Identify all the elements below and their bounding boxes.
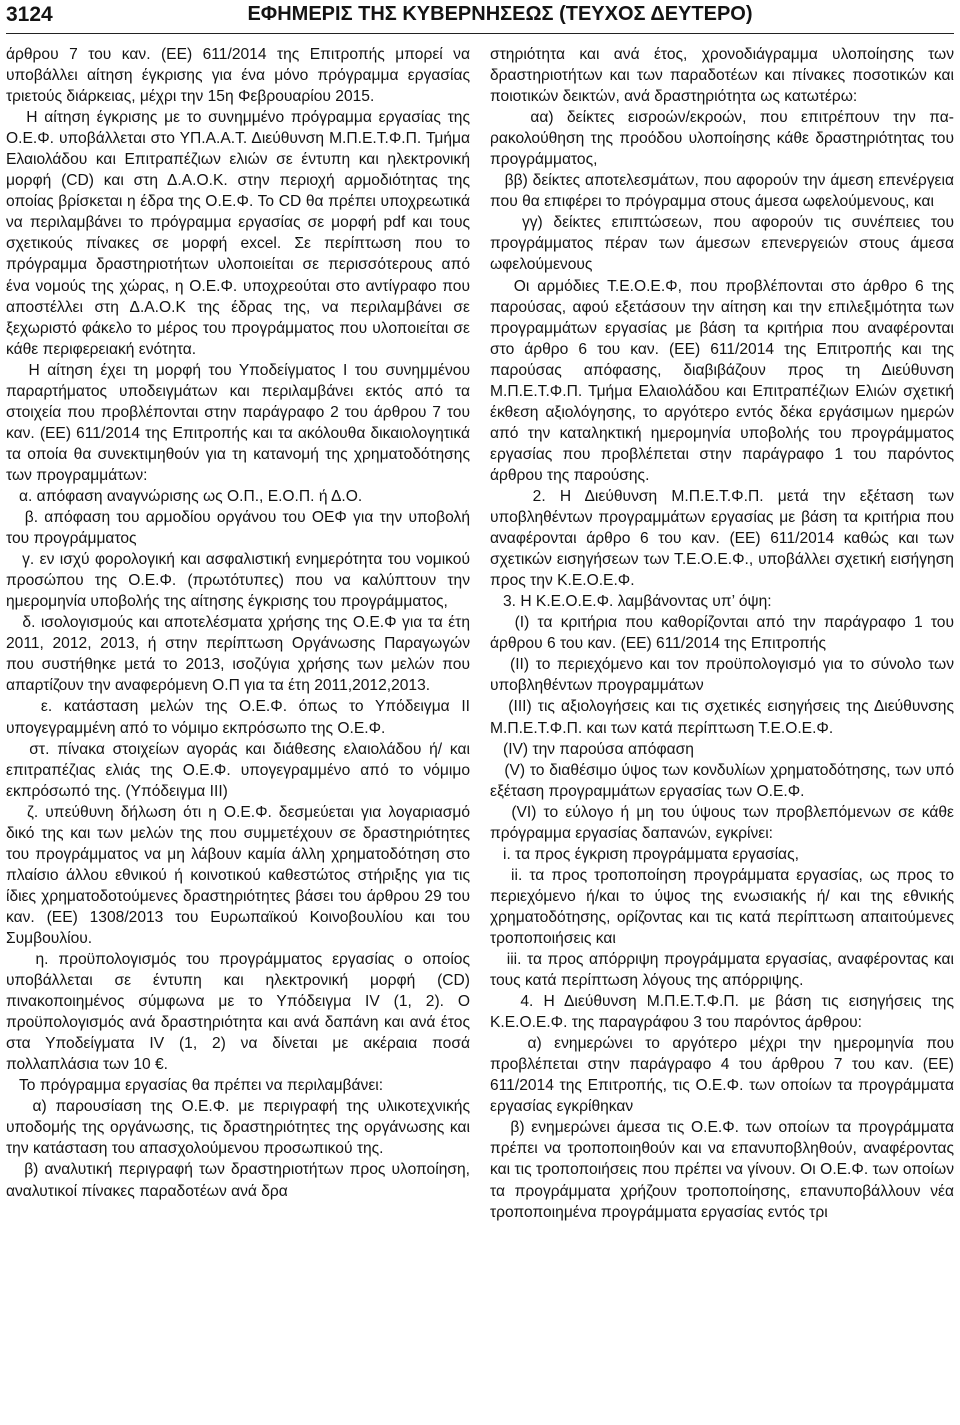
left-column [6, 44, 470, 1223]
list-item: (V) το διαθέσιμο ύψος των κονδυλίων χρηματοδότησης, των υπό εξέταση προγραμμάτων εργασίας των Ο.Ε.Φ. [490, 761, 954, 800]
paragraph: 4. Η Διεύθυνση Μ.Π.Ε.Τ.Φ.Π. με βάση τις εισηγήσεις της Κ.Ε.Ο.Ε.Φ. της παραγράφου 3 του παρόντος άρθρου: [490, 993, 954, 1032]
paragraph: στηριότητα και ανά έτος, χρονοδιάγραμμα υλοποίησης των δραστηριοτήτων και των παραδοτέων και πίνακες ποσοτικών και ποιοτικών δεικτών, ανά δραστηριότητα ως κατωτέρω: [490, 46, 954, 106]
paragraph: Οι αρμόδιες Τ.Ε.Ο.Ε.Φ, που προβλέπονται στο άρθρο 6 της παρούσας, αφού εξετάσουν την αίτηση και την επιλεξιμότητα των προγραμμάτων εργασίας με βάση τα κριτήρια που αναφέρονται στο άρθρο 6 του καν. (ΕΕ) 611/2014 της Επιτροπής και της παρούσας απόφασης, διαβιβάζουν προς τη Διεύθυνση Μ.Π.Ε.Τ.Φ.Π. Τμήμα Ελαιολάδου και Επιτραπέζιων Ελιών σχετική έκθεση αξιολόγησης, το αργότερο εντός δέκα εργάσιμων ημερών από την καταληκτική ημερομηνία υποβολής του προγράμματος εργασίας που προβλέπεται στην παράγραφο 1 του παρόντος άρθρου της παρούσης. [490, 277, 954, 484]
list-item: (VI) το εύλογο ή μη του ύψους των προβλεπόμενων σε κάθε πρόγραμμα εργασίας δαπανών, εγκρίνει: [490, 803, 954, 842]
list-item: (ΙΙ) το περιεχόμενο και τον προϋπολογισμό για το σύνολο των υποβληθέντων προγραμμάτων [490, 656, 954, 695]
list-item: β) ενημερώνει άμεσα τις Ο.Ε.Φ. των οποίων τα προγράμματα πρέπει να τροποποιηθούν και να επανυποβληθούν, αναφέροντας και τις τροποποιήσεις που πρέπει να γίνουν. Οι Ο.Ε.Φ. των οποίων τα προγράμματα χρήζουν τροποποίησης, επανυποβάλλουν νέα τροποποιημένα προγράμματα εργασίας εντός τρι [490, 1119, 954, 1221]
paragraph: 2. Η Διεύθυνση Μ.Π.Ε.Τ.Φ.Π. μετά την εξέταση των υποβληθέντων προγραμμάτων εργασίας με βάση τα κριτήρια που αναφέρονται άρθρο 6 του καν. (ΕΕ) 611/2014 καθώς και των σχετικών εισηγήσεων των Τ.Ε.Ο.Ε.Φ., υποβάλλει σχετική εισήγηση προς την Κ.Ε.Ο.Ε.Φ. [490, 487, 954, 590]
list-item: α. απόφαση αναγνώρισης ως Ο.Π., Ε.Ο.Π. ή Δ.Ο. [6, 487, 363, 505]
list-item: στ. πίνακα στοιχείων αγοράς και διάθεσης ελαιολάδου ή/ και επιτραπέζιας ελιάς της Ο.Ε.Φ. υπογεγραμμένο από το νόμιμο εκπρόσωπό της. (Υπόδειγμα ΙΙΙ) [6, 740, 470, 800]
list-item: η. προϋπολογισμός του προγράμματος εργασίας ο οποίος υποβάλλεται σε έντυπη και ηλεκτρονική μορφή (CD) πινακοποιημένος σύμφωνα με το Υπόδειγμα IV (1, 2). Ο προϋπολογισμός ανά δραστηριότητα και ανά δαπάνη και ανά έτος στα Υποδείγματα IV (1, 2) να δίνεται με ακέραια ποσά πολλαπλάσια των 10 €. [6, 951, 470, 1074]
list-item: i. τα προς έγκριση προγράμματα εργασίας, [490, 845, 799, 863]
paragraph: Το πρόγραμμα εργασίας θα πρέπει να περιλαμβάνει: [6, 1077, 384, 1095]
list-item: β) αναλυτική περιγραφή των δραστηριοτήτων προς υλοποίηση, αναλυτικοί πίνακες παραδοτέων ανά δρα [6, 1161, 470, 1200]
right-column [490, 44, 954, 1223]
list-item: (ΙΙΙ) τις αξιολογήσεις και τις σχετικές εισηγήσεις της Διεύθυνσης Μ.Π.Ε.Τ.Φ.Π. και των κατά περίπτωση Τ.Ε.Ο.Ε.Φ. [490, 698, 954, 737]
list-item: γγ) δείκτες επιπτώσεων, που αφορούν τις συνέπειες του προγράμματος πέραν των άμεσων επενεργειών στους άμεσα ωφελούμενους [490, 214, 954, 274]
list-item: αα) δείκτες εισροών/εκροών, που επιτρέπουν την παρακολούθηση της προόδου υλοποίησης κάθε δραστηριότητας του προγράμματος, [490, 109, 954, 169]
paragraph: Η αίτηση έγκρισης με το συνημμένο πρόγραμμα εργασίας της Ο.Ε.Φ. υποβάλλεται στο ΥΠ.Α.Α.Τ. Διεύθυνση Μ.Π.Ε.Τ.Φ.Π. Τμήμα Ελαιολάδου και Επιτραπέζιων ελιών σε έντυπη και ηλεκτρονική μορφή (CD) και στη Δ.Α.Ο.Κ. στην περιοχή αρμοδιότητας της οποίας βρίσκεται η έδρα της Ο.Ε.Φ. Το CD θα πρέπει υποχρεωτικά να περιλαμβάνει το πρόγραμμα εργασίας σε μορφή pdf και τους σχετικούς πίνακες σε μορφή excel. Σε περίπτωση που το πρόγραμμα δραστηριοτήτων υλοποιείται σε περισσότερους από ένα νομούς της χώρας, η Ο.Ε.Φ. υποχρεούται στο αντίγραφο που αποστέλλει στη Δ.Α.Ο.Κ της έδρας της, να περιλαμβάνει σε ξεχωριστό φάκελο το μέρος του προγράμματος που υλοποιείται σε κάθε περιφερειακή ενότητα. [6, 109, 470, 358]
list-item: iii. τα προς απόρριψη προγράμματα εργασίας, αναφέροντας και τους κατά περίπτωση λόγους της απόρριψης. [490, 951, 954, 990]
paragraph: Η αίτηση έχει τη μορφή του Υποδείγματος Ι του συνημμένου παραρτήματος υποδειγμάτων και περιλαμβάνει εκτός από τα στοιχεία που προβλέπονται στην παράγραφο 2 του άρθρου 7 του καν. (ΕΕ) 611/2014 της Επιτροπής και τα ακόλουθα δικαιολογητικά τα οποία θα συνεκτιμηθούν για τη κατανομή της χρηματοδότησης των προγραμμάτων: [6, 361, 470, 484]
list-item: α) παρουσίαση της Ο.Ε.Φ. με περιγραφή της υλικοτεχνικής υποδομής της οργάνωσης, τις δραστηριότητες της οργάνωσης και την κατάσταση του απασχολούμενου προσωπικού της. [6, 1098, 470, 1158]
gazette-title: ΕΦΗΜΕΡΙΣ ΤΗΣ ΚΥΒΕΡΝΗΣΕΩΣ (ΤΕΥΧΟΣ ΔΕΥΤΕΡΟ) [247, 3, 753, 25]
paragraph: 3. Η Κ.Ε.Ο.Ε.Φ. λαμβάνοντας υπ’ όψη: [490, 593, 772, 611]
list-item: δ. ισολογισμούς και αποτελέσματα χρήσης της Ο.Ε.Φ για τα έτη 2011, 2012, 2013, ή στην περίπτωση Οργάνωσης Παραγωγών που συστήθηκε μετά το 2013, ισοζύγια χρήσης των μελών που απαρτίζουν την αναφερόμενη Ο.Π για τα έτη 2011,2012,2013. [6, 614, 470, 695]
list-item: ββ) δείκτες αποτελεσμάτων, που αφορούν την άμεση επενέργεια που θα επιφέρει το πρόγραμμα στους άμεσα ωφελούμενους, και [490, 172, 954, 211]
list-item: β. απόφαση του αρμοδίου οργάνου του ΟΕΦ για την υποβολή του προγράμματος [6, 509, 470, 548]
list-item: (Ι) τα κριτήρια που καθορίζονται από την παράγραφο 1 του άρθρου 6 του καν. (ΕΕ) 611/2014 της Επιτροπής [490, 614, 954, 653]
list-item: (IV) την παρούσα απόφαση [490, 740, 694, 758]
list-item: γ. εν ισχύ φορολογική και ασφαλιστική ενημερότητα του νομικού προσώπου της Ο.Ε.Φ. (πρωτότυπες) που να καλύπτουν την ημερομηνία υποβολής της αίτησης έγκρισης του προγράμματος, [6, 551, 470, 611]
list-item: α) ενημερώνει το αργότερο μέχρι την ημερομηνία που προβλέπεται στην παράγραφο 4 του άρθρου 7 του καν. (ΕΕ) 611/2014 της Επιτροπής, τις Ο.Ε.Φ. των οποίων τα προγράμματα εργασίας εγκρίθηκαν [490, 1035, 954, 1116]
list-item: ε. κατάσταση μελών της Ο.Ε.Φ. όπως το Υπόδειγμα ΙΙ υπογεγραμμένη από το νόμιμο εκπρόσωπο της Ο.Ε.Φ. [6, 698, 470, 737]
list-item: ζ. υπεύθυνη δήλωση ότι η Ο.Ε.Φ. δεσμεύεται για λογαριασμό δικό της και των μελών της που συμμετέχουν σε δραστηριότητες του προγράμματος να μη λάβουν καμία άλλη χρηματοδότηση στο πλαίσιο άλλου εθνικού ή κοινοτικού καθεστώτος στήριξης για τις ίδιες χρηματοδοτούμενες δραστηριότητες βάσει του άρθρου 29 του καν. (ΕΕ) 1308/2013 του Ευρωπαϊκού Κοινοβουλίου και του Συμβουλίου. [6, 803, 470, 947]
paragraph: άρθρου 7 του καν. (ΕΕ) 611/2014 της Επιτροπής μπορεί να υποβάλλει αίτηση έγκρισης για ένα μόνο πρόγραμμα εργασίας τριετούς διάρκειας, μέχρι την 15η Φεβρουαρίου 2015. [6, 46, 470, 106]
text-columns [6, 44, 954, 1223]
list-item: ii. τα προς τροποποίηση προγράμματα εργασίας, ως προς το περιεχόμενο ή/και το ύψος της ενωσιακής ή/ και της εθνικής χρηματοδότησης, ορίζοντας και τις κατά περίπτωση απαιτούμενες τροποποιήσεις και [490, 866, 954, 947]
page-number: 3124 [6, 3, 53, 26]
page-header [6, 0, 954, 34]
